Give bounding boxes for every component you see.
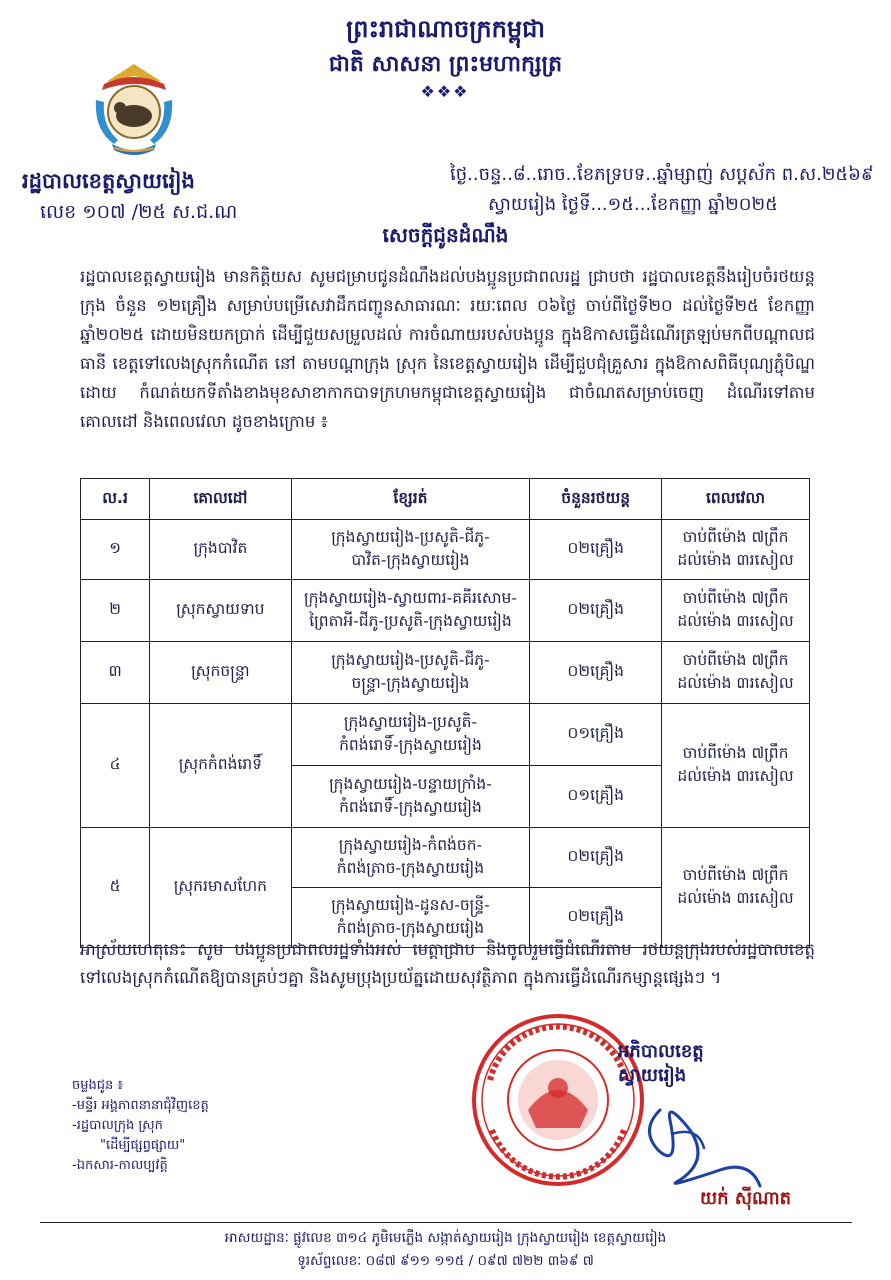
row-time (662, 828, 810, 948)
table-row (81, 520, 810, 580)
row-no: ២ (81, 580, 150, 642)
route-line: កំពង់ត្រាច-ក្រុងស្វាយរៀង (336, 918, 485, 937)
row-route (291, 642, 530, 704)
footer-address: អាសយដ្ឋានៈ ផ្លូវលេខ ៣១៤ ភូមិមេភ្លើង សង្កាត់ស្វាយរៀង ក្រុងស្វាយរៀង ខេត្តស្វាយរៀង (224, 1230, 667, 1246)
time-end: ដល់ម៉ោង ៣រសៀល (677, 550, 794, 569)
bus-route-table (80, 478, 810, 948)
footer-divider (40, 1222, 852, 1223)
row-no: ៤ (81, 704, 150, 828)
cc-title: ចម្លងជូន ៖ (72, 1078, 124, 1093)
row-destination: ក្រុងបាវិត (150, 520, 291, 580)
signature-icon (600, 1090, 770, 1200)
row-route (291, 580, 530, 642)
table-row (81, 642, 810, 704)
row-vehicles: ០២គ្រឿង (530, 520, 662, 580)
cc-item: "ដើម្បីផ្សព្វផ្សាយ" (100, 1138, 186, 1153)
route-line: កំពង់ត្រាច-ក្រុងស្វាយរៀង (336, 858, 485, 877)
closing-paragraph: អាស្រ័យហេតុនេះ សូម បងប្អូនប្រជាពលរដ្ឋទាំងអស់ មេត្តាជ្រាប និងចូលរួមធ្វើដំណើរតាម រថយន្តក្រុងរបស់រដ្ឋបាលខេត្ត ទៅលេងស្រុកកំណើតឱ្យបានគ្រប់ៗគ្នា និងសូមប្រុងប្រយ័ត្នដោយសុវត្ថិភាព ក្នុងការធ្វើដំណើរកម្សាន្តផ្សេងៗ ។ (80, 940, 815, 987)
row-vehicles: ០២គ្រឿង (530, 828, 662, 888)
row-destination: ស្រុកកំពង់រោទិ៍ (150, 704, 291, 828)
province-emblem-icon (84, 60, 184, 160)
row-time (662, 704, 810, 828)
route-line: ក្រុងស្វាយរៀង-កំពង់ចក- (338, 835, 483, 854)
national-motto: ជាតិ សាសនា ព្រះមហាក្សត្រ (328, 52, 563, 77)
route-line: ក្រុងស្វាយរៀង-ប្រសូតិ-ជីភូ- (331, 650, 490, 669)
cc-item: -ឯកសារ-កាលប្បវត្តិ (72, 1158, 168, 1173)
row-no: ១ (81, 520, 150, 580)
route-line: ក្រុងស្វាយរៀង-ប្រសូតិ- (343, 712, 478, 731)
route-line: កំពង់រោទិ៍-ក្រុងស្វាយរៀង (339, 735, 482, 754)
time-start: ចាប់ពីម៉ោង ៧ព្រឹក (682, 743, 789, 762)
signer-name: យក់ ស៊ីណាត (700, 1188, 792, 1209)
governor-title (618, 1040, 704, 1088)
footer-phone: ទូរស័ព្ទលេខៈ ០៨៧ ៩១១ ១១៥ / ០៩៧ ៧២២ ៣៦៩ ៧ (297, 1253, 594, 1269)
row-vehicles: ០១គ្រឿង (530, 766, 662, 828)
header-route: ខ្សែរត់ (291, 479, 530, 520)
time-end: ដល់ម៉ោង ៣រសៀល (677, 673, 794, 692)
route-line: កំពង់រោទិ៍-ក្រុងស្វាយរៀង (339, 797, 482, 816)
time-end: ដល់ម៉ោង ៣រសៀល (677, 611, 794, 630)
header-no: ល.រ (81, 479, 150, 520)
route-line: ព្រៃតាអី-ជីភូ-ប្រសូតិ-ក្រុងស្វាយរៀង (309, 611, 512, 630)
governor-title-line1: អភិបាលខេត្ត (618, 1041, 704, 1062)
row-route (291, 704, 530, 766)
header-time: ពេលវេលា (662, 479, 810, 520)
row-no: ៥ (81, 828, 150, 948)
route-line: ក្រុងស្វាយរៀង-ដូនស-ចន្ទ្រី- (331, 895, 490, 914)
table-row (81, 580, 810, 642)
time-start: ចាប់ពីម៉ោង ៧ព្រឹក (682, 650, 789, 669)
route-line: ក្រុងស្វាយរៀង-បន្ទាយក្រាំង- (329, 774, 492, 793)
row-time (662, 642, 810, 704)
solar-date: ស្វាយរៀង ថ្ងៃទី...១៥...ខែកញ្ញា ឆ្នាំ២០២៥ (488, 194, 778, 215)
time-end: ដល់ម៉ោង ៣រសៀល (677, 888, 794, 907)
route-line: បាវិត-ក្រុងស្វាយរៀង (351, 550, 470, 569)
table-row (81, 828, 810, 888)
row-route (291, 520, 530, 580)
row-vehicles: ០២គ្រឿង (530, 888, 662, 948)
reference-number: លេខ ១០៧ /២៥ ស.ជ.ណ (40, 201, 238, 223)
header-vehicles: ចំនួនរថយន្ត (530, 479, 662, 520)
cc-item: -មន្ទីរ អង្គភាពនានាជុំវិញខេត្ត (72, 1098, 209, 1113)
route-line: ចន្ទ្រា-ក្រុងស្វាយរៀង (351, 673, 470, 692)
row-time (662, 520, 810, 580)
header-ornament: ❖❖❖ (420, 82, 470, 101)
issuer-name: រដ្ឋបាលខេត្តស្វាយរៀង (22, 169, 195, 193)
cc-list (72, 1076, 209, 1176)
governor-title-line2: ស្វាយរៀង (618, 1065, 687, 1086)
row-no: ៣ (81, 642, 150, 704)
time-start: ចាប់ពីម៉ោង ៧ព្រឹក (682, 865, 789, 884)
row-route (291, 766, 530, 828)
cc-item: -រដ្ឋបាលក្រុង ស្រុក (72, 1118, 163, 1133)
row-route (291, 828, 530, 888)
lunar-date: ថ្ងៃ..ចន្ទ..៨..រោច..ខែភទ្របទ..ឆ្នាំម្សាញ់ សប្តស័ក ព.ស.២៥៦៩ (450, 164, 874, 185)
route-line: ក្រុងស្វាយរៀង-ស្វាយពារ-គគីរសោម- (303, 588, 517, 607)
row-vehicles: ០២គ្រឿង (530, 642, 662, 704)
row-vehicles: ០១គ្រឿង (530, 704, 662, 766)
kingdom-heading: ព្រះរាជាណាចក្រកម្ពុជា (346, 15, 545, 43)
table-row (81, 704, 810, 766)
time-start: ចាប់ពីម៉ោង ៧ព្រឹក (682, 588, 789, 607)
table-header-row (81, 479, 810, 520)
row-vehicles: ០២គ្រឿង (530, 580, 662, 642)
time-start: ចាប់ពីម៉ោង ៧ព្រឹក (682, 527, 789, 546)
row-destination: ស្រុកស្វាយទាប (150, 580, 291, 642)
notice-body: រដ្ឋបាលខេត្តស្វាយរៀង មានកិត្តិយស សូមជម្រាបជូនដំណឹងដល់បងប្អូនប្រជាពលរដ្ឋ ជ្រាបថា រដ្ឋបាលខេត្តនឹងរៀបចំរថយន្តក្រុង ចំនួន ១២គ្រឿង សម្រាប់បម្រើសេវាដឹកជញ្ជូនសាធារណៈ រយៈពេល ០៦ថ្ងៃ ចាប់ពីថ្ងៃទី២០ ដល់ថ្ងៃទី២៥ ខែកញ្ញា ឆ្នាំ២០២៥ ដោយមិនយកប្រាក់ ដើម្បីជួយសម្រួលដល់ ការចំណាយរបស់បងប្អូន ក្នុងឱកាសធ្វើដំណើរត្រឡប់មកពីបណ្តាលជធានី ខេត្តទៅលេងស្រុកកំណើត នៅ តាមបណ្តាក្រុង ស្រុក នៃខេត្តស្វាយរៀង ដើម្បីជួបជុំគ្រួសារ ក្នុងឱកាសពិធីបុណ្យភ្ជុំបិណ្ឌ ដោយ កំណត់យកទីតាំងខាងមុខសាខាកាកបាទក្រហមកម្ពុជាខេត្តស្វាយរៀង ជាចំណតសម្រាប់ចេញ ដំណើរទៅតាមគោលដៅ និងពេលវេលា ដូចខាងក្រោម ៖ (80, 267, 815, 431)
row-destination: ស្រុកចន្ទ្រា (150, 642, 291, 704)
row-time (662, 580, 810, 642)
route-line: ក្រុងស្វាយរៀង-ប្រសូតិ-ជីភូ- (331, 527, 490, 546)
time-end: ដល់ម៉ោង ៣រសៀល (677, 766, 794, 785)
document-title: សេចក្តីជូនដំណឹង (382, 223, 509, 247)
row-destination: ស្រុករមាសហែក (150, 828, 291, 948)
header-destination: គោលដៅ (150, 479, 291, 520)
